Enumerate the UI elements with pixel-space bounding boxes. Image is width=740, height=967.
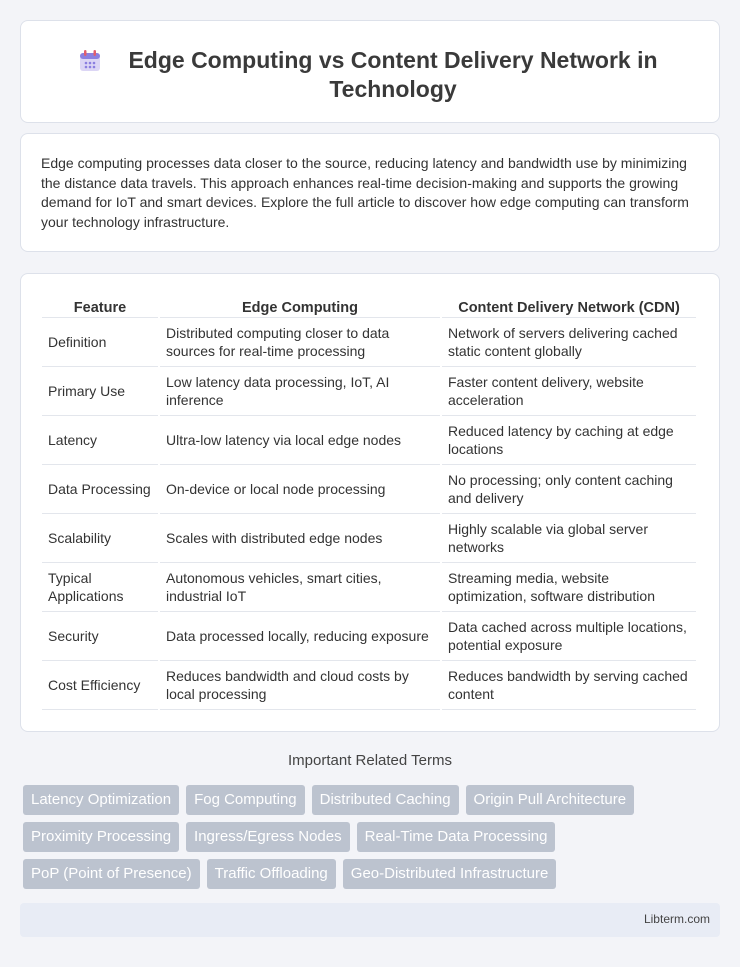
intro-text: Edge computing processes data closer to the source, reducing latency and bandwidth use by minimizing the distance data travels. This approach enhances real-time decision-making and supports the growing demand for IoT and smart devices. Explore the full article to discover how edge computing can transform your technology infrastructure. <box>41 155 689 230</box>
table-cell-feature: Cost Efficiency <box>42 661 158 710</box>
tag-row <box>23 822 703 852</box>
tag-geo-distributed-infrastructure[interactable]: Geo-Distributed Infrastructure <box>343 859 557 889</box>
footer-brand[interactable]: Libterm.com <box>643 912 710 926</box>
table-cell-cdn: Reduced latency by caching at edge locations <box>442 416 696 465</box>
tag-real-time-data-processing[interactable]: Real-Time Data Processing <box>357 822 556 852</box>
tag-proximity-processing[interactable]: Proximity Processing <box>23 822 179 852</box>
table-cell-feature: Latency <box>42 416 158 465</box>
table-cell-edge: Ultra-low latency via local edge nodes <box>160 416 440 465</box>
table-row <box>42 318 696 367</box>
tag-pop-point-of-presence[interactable]: PoP (Point of Presence) <box>23 859 200 889</box>
table-cell-cdn: Reduces bandwidth by serving cached content <box>442 661 696 710</box>
tag-row <box>23 785 703 815</box>
tag-fog-computing[interactable]: Fog Computing <box>186 785 305 815</box>
table-cell-cdn: Network of servers delivering cached static content globally <box>442 318 696 367</box>
column-header-cdn: Content Delivery Network (CDN) <box>442 296 696 318</box>
column-header-edge: Edge Computing <box>160 296 440 318</box>
comparison-table <box>40 296 698 710</box>
calendar-icon <box>77 48 103 74</box>
page-title: Edge Computing vs Content Delivery Network in Technology <box>128 47 658 102</box>
table-cell-feature: Primary Use <box>42 367 158 416</box>
table-cell-edge: Scales with distributed edge nodes <box>160 514 440 563</box>
intro-card <box>20 133 720 252</box>
table-row <box>42 514 696 563</box>
table-cell-feature: Data Processing <box>42 465 158 514</box>
table-cell-feature: Security <box>42 612 158 661</box>
column-header-feature: Feature <box>42 296 158 318</box>
table-cell-feature: Scalability <box>42 514 158 563</box>
table-cell-cdn: Faster content delivery, website acceleration <box>442 367 696 416</box>
tag-ingress-egress-nodes[interactable]: Ingress/Egress Nodes <box>186 822 350 852</box>
table-cell-cdn: No processing; only content caching and delivery <box>442 465 696 514</box>
table-cell-edge: Autonomous vehicles, smart cities, industrial IoT <box>160 563 440 612</box>
tag-distributed-caching[interactable]: Distributed Caching <box>312 785 459 815</box>
table-row <box>42 661 696 710</box>
table-row <box>42 612 696 661</box>
table-row <box>42 416 696 465</box>
tag-row <box>23 859 703 889</box>
tag-origin-pull-architecture[interactable]: Origin Pull Architecture <box>466 785 635 815</box>
table-cell-edge: Low latency data processing, IoT, AI inference <box>160 367 440 416</box>
table-row <box>42 465 696 514</box>
tag-latency-optimization[interactable]: Latency Optimization <box>23 785 179 815</box>
table-header-row <box>42 296 696 318</box>
table-row <box>42 563 696 612</box>
table-cell-cdn: Data cached across multiple locations, potential exposure <box>442 612 696 661</box>
related-terms-title: Important Related Terms <box>288 752 452 769</box>
footer <box>20 903 720 937</box>
title-card <box>20 20 720 123</box>
table-cell-cdn: Highly scalable via global server networks <box>442 514 696 563</box>
table-cell-edge: Distributed computing closer to data sources for real-time processing <box>160 318 440 367</box>
table-cell-edge: Data processed locally, reducing exposure <box>160 612 440 661</box>
table-cell-feature: Definition <box>42 318 158 367</box>
table-cell-cdn: Streaming media, website optimization, software distribution <box>442 563 696 612</box>
tag-traffic-offloading[interactable]: Traffic Offloading <box>207 859 336 889</box>
related-terms <box>23 785 703 896</box>
table-row <box>42 367 696 416</box>
table-cell-edge: On-device or local node processing <box>160 465 440 514</box>
table-cell-feature: Typical Applications <box>42 563 158 612</box>
comparison-card <box>20 273 720 732</box>
table-cell-edge: Reduces bandwidth and cloud costs by local processing <box>160 661 440 710</box>
